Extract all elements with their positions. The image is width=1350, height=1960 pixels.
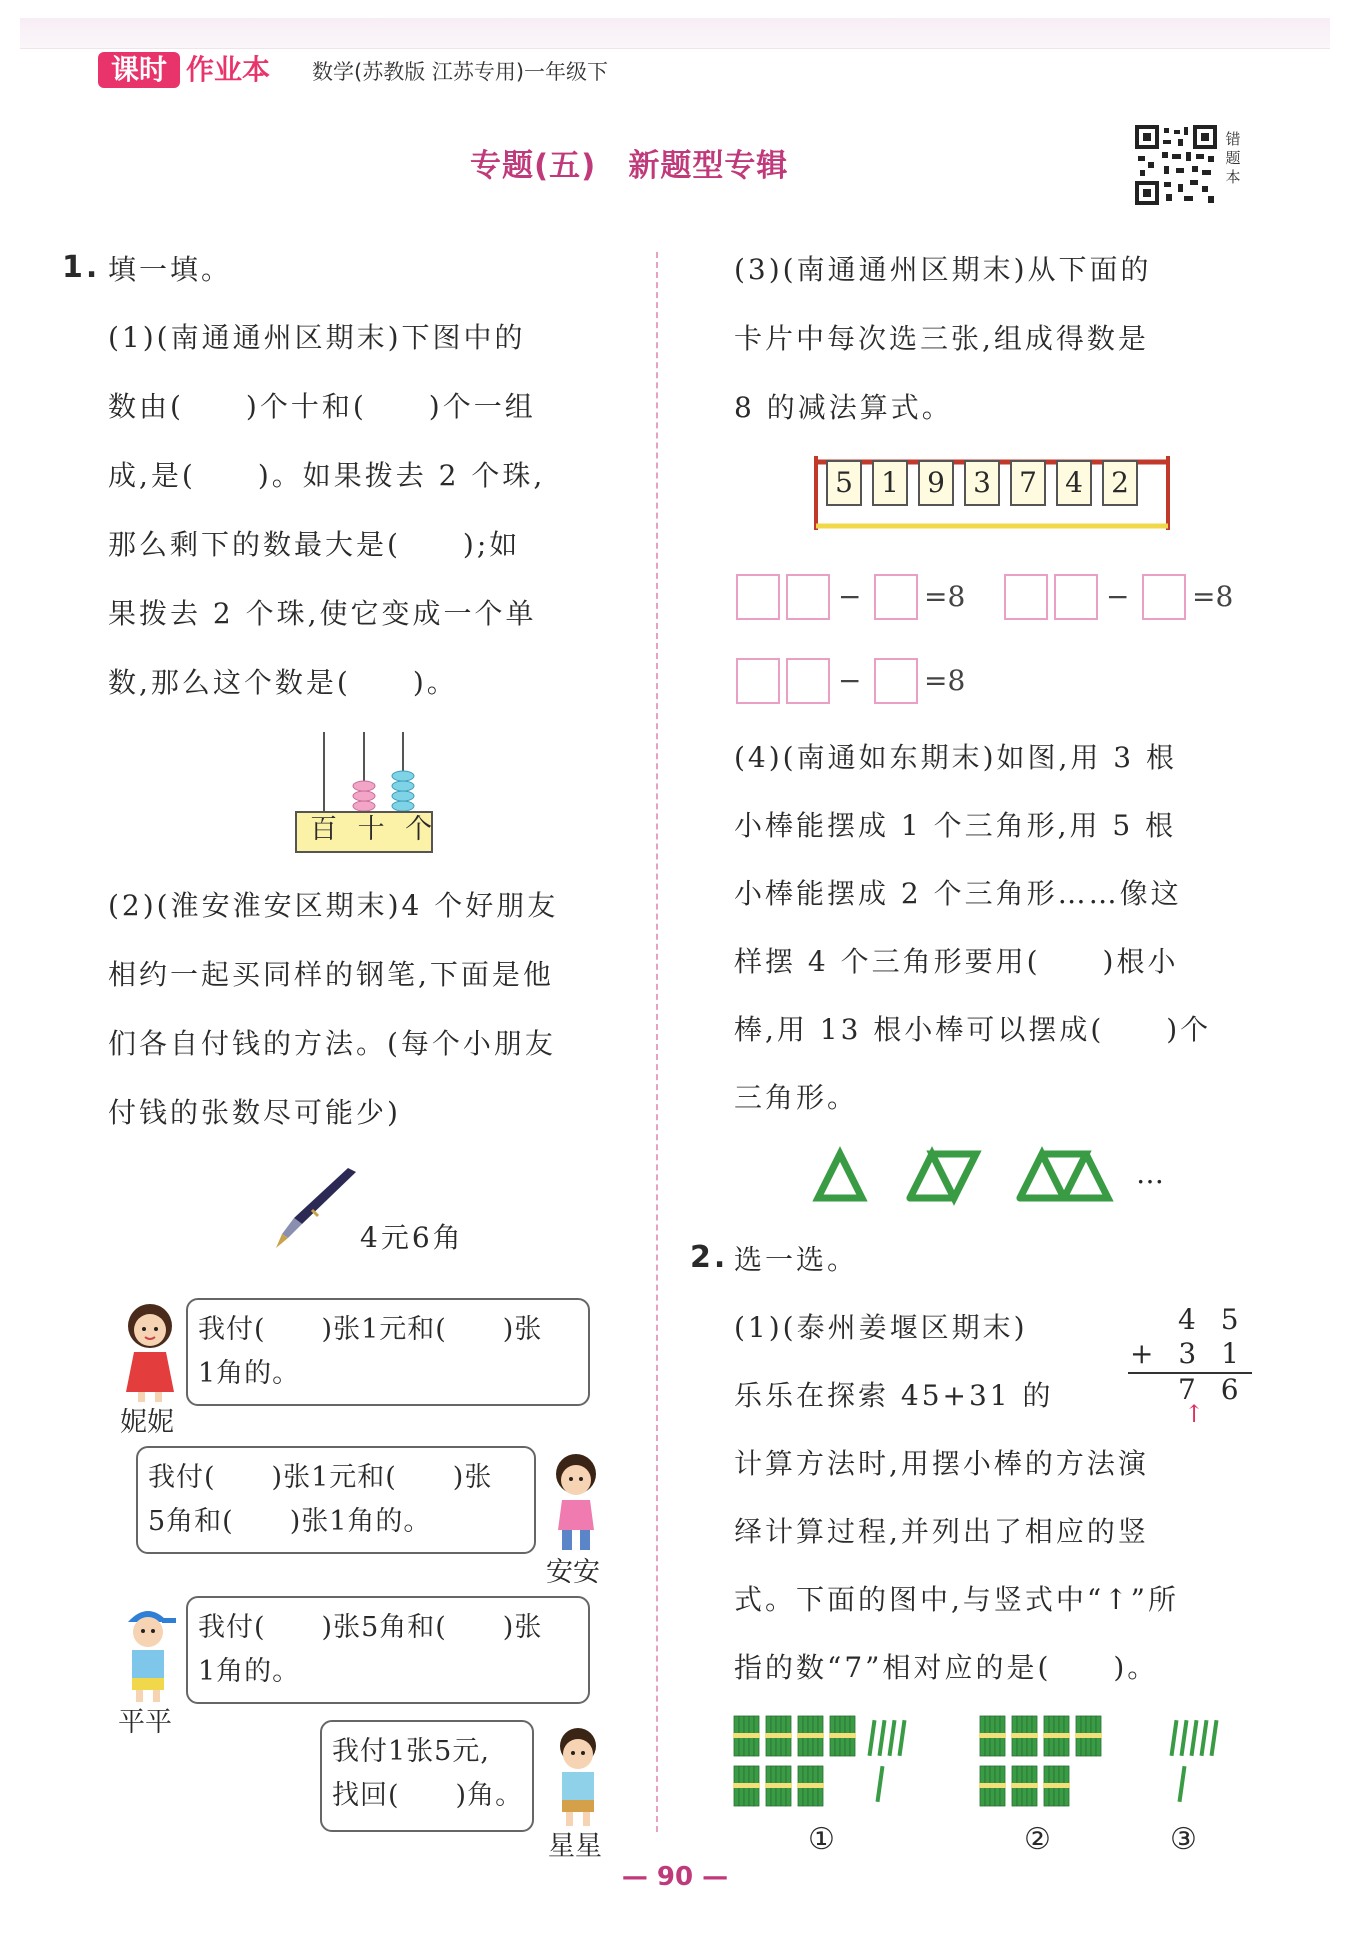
stick-bundle bbox=[797, 1716, 824, 1756]
stick-bundle bbox=[765, 1716, 792, 1756]
option-label: ③ bbox=[1170, 1822, 1197, 1857]
q1-number: 1. bbox=[62, 250, 101, 285]
kid-name: 妮妮 bbox=[120, 1407, 174, 1438]
brand-name: 作业本 bbox=[186, 53, 271, 86]
single-stick bbox=[888, 1720, 897, 1756]
single-stick bbox=[1190, 1720, 1199, 1756]
single-stick bbox=[898, 1720, 907, 1756]
single-stick bbox=[1178, 1766, 1187, 1802]
stick-bundle bbox=[1075, 1716, 1102, 1756]
q2-p1-line: 乐乐在探索 45+31 的 bbox=[734, 1379, 1054, 1412]
page-title: 专题(五) 新题型专辑 bbox=[470, 148, 789, 184]
equation-result: =8 bbox=[924, 664, 966, 697]
answer-box[interactable] bbox=[736, 574, 780, 620]
q1-p3-line: (3)(南通通州区期末)从下面的 bbox=[734, 253, 1152, 286]
q1-p2-line: (2)(淮安淮安区期末)4 个好朋友 bbox=[108, 889, 559, 922]
minus-sign: − bbox=[1106, 580, 1130, 613]
minus-sign: − bbox=[838, 580, 862, 613]
q2-p1-line: 指的数“7”相对应的是( )。 bbox=[734, 1651, 1159, 1684]
girl-anan-icon bbox=[546, 1450, 606, 1554]
option-label: ② bbox=[1024, 1822, 1051, 1857]
q1-p1-line: 数由( )个十和( )个一组 bbox=[108, 390, 536, 423]
answer-box[interactable] bbox=[1054, 574, 1098, 620]
calc-row-2: + 3 1 bbox=[1130, 1337, 1247, 1370]
number-card: 3 bbox=[964, 460, 1000, 506]
q1-p4-line: 样摆 4 个三角形要用( )根小 bbox=[734, 945, 1179, 978]
single-stick bbox=[1210, 1720, 1219, 1756]
calc-result: 7 6 bbox=[1178, 1373, 1247, 1406]
single-stick bbox=[1200, 1720, 1209, 1756]
number-card: 5 bbox=[826, 460, 862, 506]
kid-name: 平平 bbox=[118, 1707, 172, 1738]
stick-bundle bbox=[733, 1766, 760, 1806]
q1-title: 填一填。 bbox=[108, 253, 233, 286]
calc-row-1: 4 5 bbox=[1178, 1303, 1247, 1336]
stick-bundle bbox=[829, 1716, 856, 1756]
bubble-line: 我付( )张5角和( )张 bbox=[198, 1612, 543, 1643]
answer-box[interactable] bbox=[1142, 574, 1186, 620]
q1-p1-line: (1)(南通通州区期末)下图中的 bbox=[108, 321, 526, 354]
fountain-pen-icon bbox=[272, 1168, 362, 1252]
answer-box[interactable] bbox=[786, 658, 830, 704]
q1-p4-line: 棒,用 13 根小棒可以摆成( )个 bbox=[734, 1013, 1212, 1046]
stick-triangles-figure bbox=[810, 1146, 1140, 1206]
single-stick bbox=[1180, 1720, 1189, 1756]
stick-bundle bbox=[1011, 1766, 1038, 1806]
single-stick bbox=[1170, 1720, 1179, 1756]
qr-label: 错题本 bbox=[1225, 130, 1241, 186]
stick-bundle bbox=[1011, 1716, 1038, 1756]
column-divider bbox=[656, 252, 658, 1832]
q1-p1-line: 数,那么这个数是( )。 bbox=[108, 666, 458, 699]
bubble-line: 我付1张5元, bbox=[332, 1736, 490, 1767]
number-card: 9 bbox=[918, 460, 954, 506]
kid-name: 星星 bbox=[548, 1831, 602, 1862]
q1-p1-line: 那么剩下的数最大是( );如 bbox=[108, 528, 521, 561]
stick-bundle bbox=[1043, 1766, 1070, 1806]
bubble-line: 1角的。 bbox=[198, 1656, 301, 1687]
q1-p4-line: 三角形。 bbox=[734, 1081, 859, 1114]
q1-p1-line: 果拨去 2 个珠,使它变成一个单 bbox=[108, 597, 537, 630]
bubble-line: 我付( )张1元和( )张 bbox=[198, 1314, 543, 1345]
answer-box[interactable] bbox=[736, 658, 780, 704]
stick-bundle bbox=[797, 1766, 824, 1806]
q1-p3-line: 卡片中每次选三张,组成得数是 bbox=[734, 322, 1149, 355]
equation-result: =8 bbox=[1192, 580, 1234, 613]
stick-bundle bbox=[1043, 1716, 1070, 1756]
ellipsis: … bbox=[1136, 1157, 1167, 1190]
speech-bubble-xingxing bbox=[320, 1720, 534, 1832]
boy-xingxing-icon bbox=[548, 1724, 608, 1828]
single-stick bbox=[876, 1766, 885, 1802]
stick-bundle bbox=[979, 1766, 1006, 1806]
speech-bubble-anan bbox=[136, 1446, 536, 1554]
speech-bubble-pingping bbox=[186, 1596, 590, 1704]
bubble-line: 我付( )张1元和( )张 bbox=[148, 1462, 493, 1493]
q2-p1-line: 式。下面的图中,与竖式中“↑”所 bbox=[734, 1583, 1179, 1616]
speech-bubble-nini bbox=[186, 1298, 590, 1406]
girl-nini-icon bbox=[120, 1300, 180, 1404]
bubble-line: 找回( )角。 bbox=[332, 1780, 524, 1811]
stick-bundle bbox=[733, 1716, 760, 1756]
equation-result: =8 bbox=[924, 580, 966, 613]
kid-name: 安安 bbox=[546, 1557, 600, 1588]
q1-p2-line: 相约一起买同样的钢笔,下面是他 bbox=[108, 958, 554, 991]
boy-pingping-icon bbox=[118, 1600, 178, 1704]
pen-price: 4元6角 bbox=[360, 1221, 464, 1254]
number-card: 1 bbox=[872, 460, 908, 506]
up-arrow-icon: ↑ bbox=[1184, 1400, 1205, 1428]
option-2-sticks[interactable] bbox=[976, 1712, 1116, 1816]
q2-p1-line: 绎计算过程,并列出了相应的竖 bbox=[734, 1515, 1149, 1548]
stick-bundle bbox=[765, 1766, 792, 1806]
header-subtitle: 数学(苏教版 江苏专用)一年级下 bbox=[312, 60, 609, 84]
header-band bbox=[20, 18, 1330, 49]
number-card: 4 bbox=[1056, 460, 1092, 506]
q2-number: 2. bbox=[690, 1240, 729, 1275]
single-stick bbox=[878, 1720, 887, 1756]
option-label: ① bbox=[808, 1822, 835, 1857]
number-card: 7 bbox=[1010, 460, 1046, 506]
q2-title: 选一选。 bbox=[734, 1243, 859, 1276]
q1-p3-line: 8 的减法算式。 bbox=[734, 391, 953, 424]
q2-p1-line: 计算方法时,用摆小棒的方法演 bbox=[734, 1447, 1149, 1480]
q2-p1-line: (1)(泰州姜堰区期末) bbox=[734, 1311, 1028, 1344]
q1-p4-line: (4)(南通如东期末)如图,用 3 根 bbox=[734, 741, 1178, 774]
q1-p2-line: 们各自付钱的方法。(每个小朋友 bbox=[108, 1027, 556, 1060]
qr-code-icon[interactable] bbox=[1134, 124, 1218, 206]
number-card: 2 bbox=[1102, 460, 1138, 506]
stick-bundle bbox=[979, 1716, 1006, 1756]
minus-sign: − bbox=[838, 664, 862, 697]
option-1-sticks[interactable] bbox=[730, 1712, 930, 1816]
bubble-line: 1角的。 bbox=[198, 1358, 301, 1389]
abacus-labels: 百 十 个 bbox=[310, 814, 439, 845]
q1-p4-line: 小棒能摆成 2 个三角形……像这 bbox=[734, 877, 1182, 910]
q1-p4-line: 小棒能摆成 1 个三角形,用 5 根 bbox=[734, 809, 1177, 842]
q1-p2-line: 付钱的张数尽可能少) bbox=[108, 1096, 401, 1129]
number-cards bbox=[826, 460, 1146, 508]
answer-box[interactable] bbox=[786, 574, 830, 620]
single-stick bbox=[868, 1720, 877, 1756]
page-number: — 90 — bbox=[621, 1862, 729, 1892]
brand-badge: 课时 bbox=[98, 52, 180, 88]
answer-box[interactable] bbox=[1004, 574, 1048, 620]
q1-p1-line: 成,是( )。如果拨去 2 个珠, bbox=[108, 459, 546, 492]
option-3-sticks[interactable] bbox=[1158, 1712, 1238, 1816]
answer-box[interactable] bbox=[874, 658, 918, 704]
bubble-line: 5角和( )张1角的。 bbox=[148, 1506, 432, 1537]
answer-box[interactable] bbox=[874, 574, 918, 620]
